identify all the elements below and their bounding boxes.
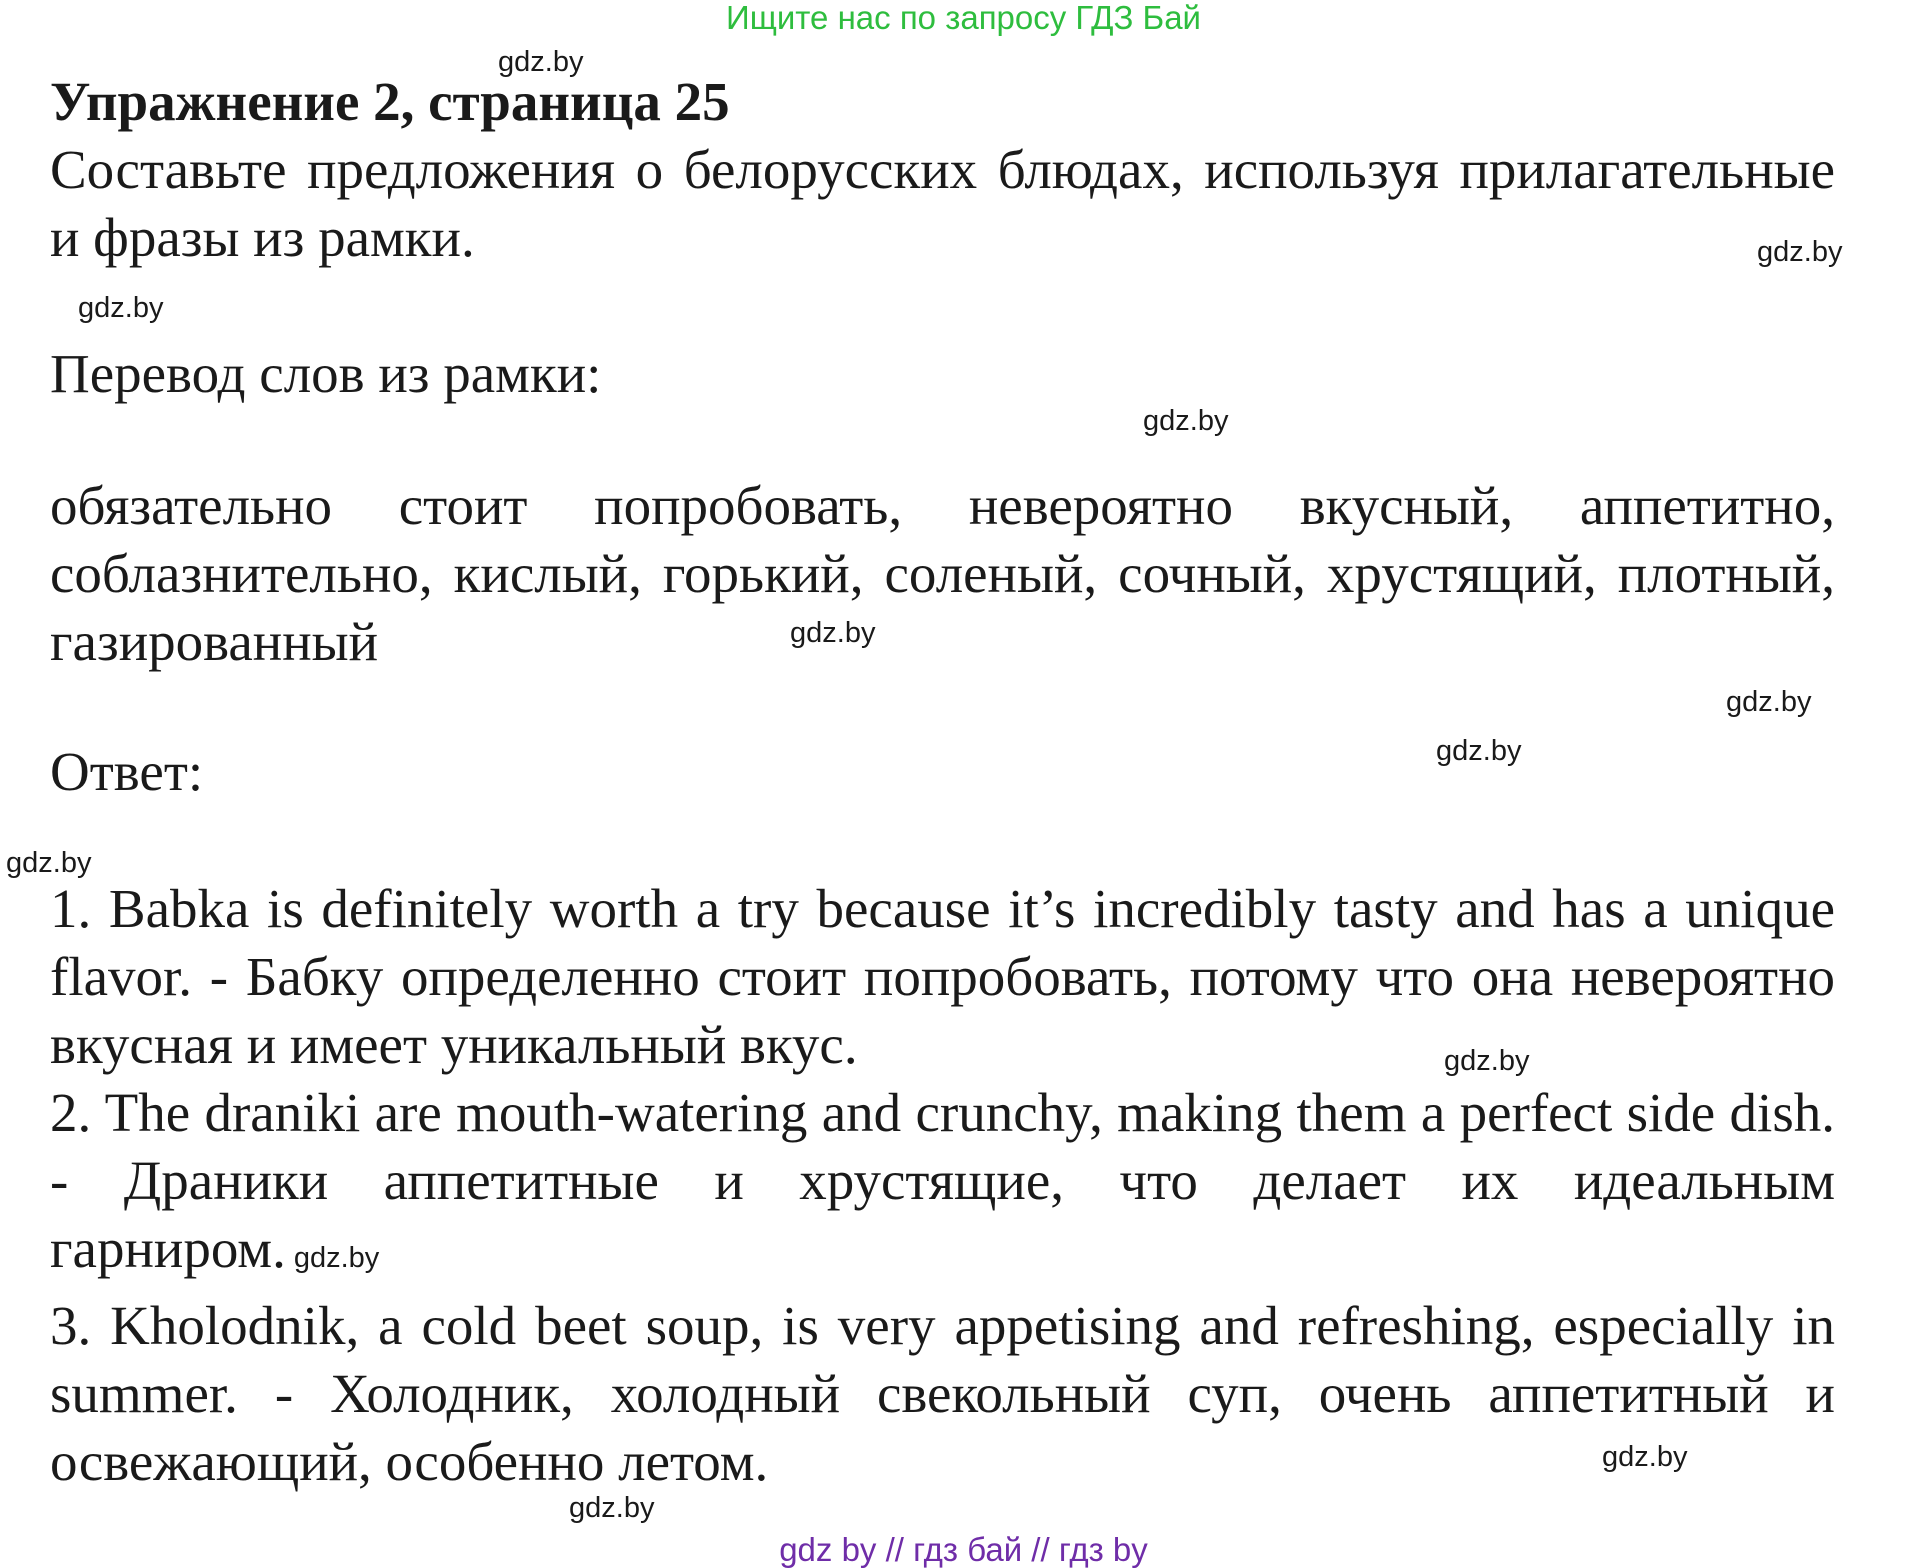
watermark: gdz.by bbox=[78, 292, 164, 324]
answer-item-2-text: 2. The draniki are mouth-watering and crunchy, making them a perfect side dish. - Драники аппетитные и хрустящие, что делает их идеальным гарниром. bbox=[50, 1082, 1835, 1279]
footer-links: gdz by // гдз бай // гдз by bbox=[779, 1531, 1148, 1568]
answer-item-1: 1. Babka is definitely worth a try because it’s incredibly tasty and has a unique flavor. - Бабку определенно стоит попробовать, потому что она невероятно вкусная и имеет уникальный вкус. bbox=[50, 878, 1835, 1075]
watermark: gdz.by bbox=[498, 46, 584, 78]
answer-item-2 bbox=[50, 1079, 1835, 1292]
task-text: Составьте предложения о белорусских блюдах, используя прилагательные и фразы из рамки. bbox=[50, 139, 1835, 268]
top-banner: Ищите нас по запросу ГДЗ Бай bbox=[726, 0, 1201, 36]
box-words-list: обязательно стоит попробовать, невероятно вкусный, аппетитно, соблазнительно, кислый, горький, соленый, сочный, хрустящий, плотный, газированный bbox=[50, 475, 1835, 672]
watermark: gdz.by bbox=[1726, 686, 1812, 718]
watermark: gdz.by bbox=[1444, 1045, 1530, 1077]
box-translation-heading: Перевод слов из рамки: bbox=[50, 343, 602, 404]
watermark: gdz.by bbox=[6, 847, 92, 879]
answer-label: Ответ: bbox=[50, 741, 204, 802]
watermark: gdz.by bbox=[790, 617, 876, 649]
watermark: gdz.by bbox=[1436, 735, 1522, 767]
answer-item-3: 3. Kholodnik, a cold beet soup, is very appetising and refreshing, especially in summer. - Холодник, холодный свекольный суп, очень аппетитный и освежающий, особенно летом. bbox=[50, 1295, 1835, 1492]
watermark: gdz.by bbox=[569, 1492, 655, 1524]
watermark: gdz.by bbox=[1143, 405, 1229, 437]
watermark: gdz.by bbox=[1757, 236, 1843, 268]
answers-list bbox=[50, 875, 1835, 1496]
exercise-title: Упражнение 2, страница 25 bbox=[50, 71, 730, 132]
watermark: gdz.by bbox=[1602, 1441, 1688, 1473]
watermark: gdz.by bbox=[293, 1242, 380, 1274]
